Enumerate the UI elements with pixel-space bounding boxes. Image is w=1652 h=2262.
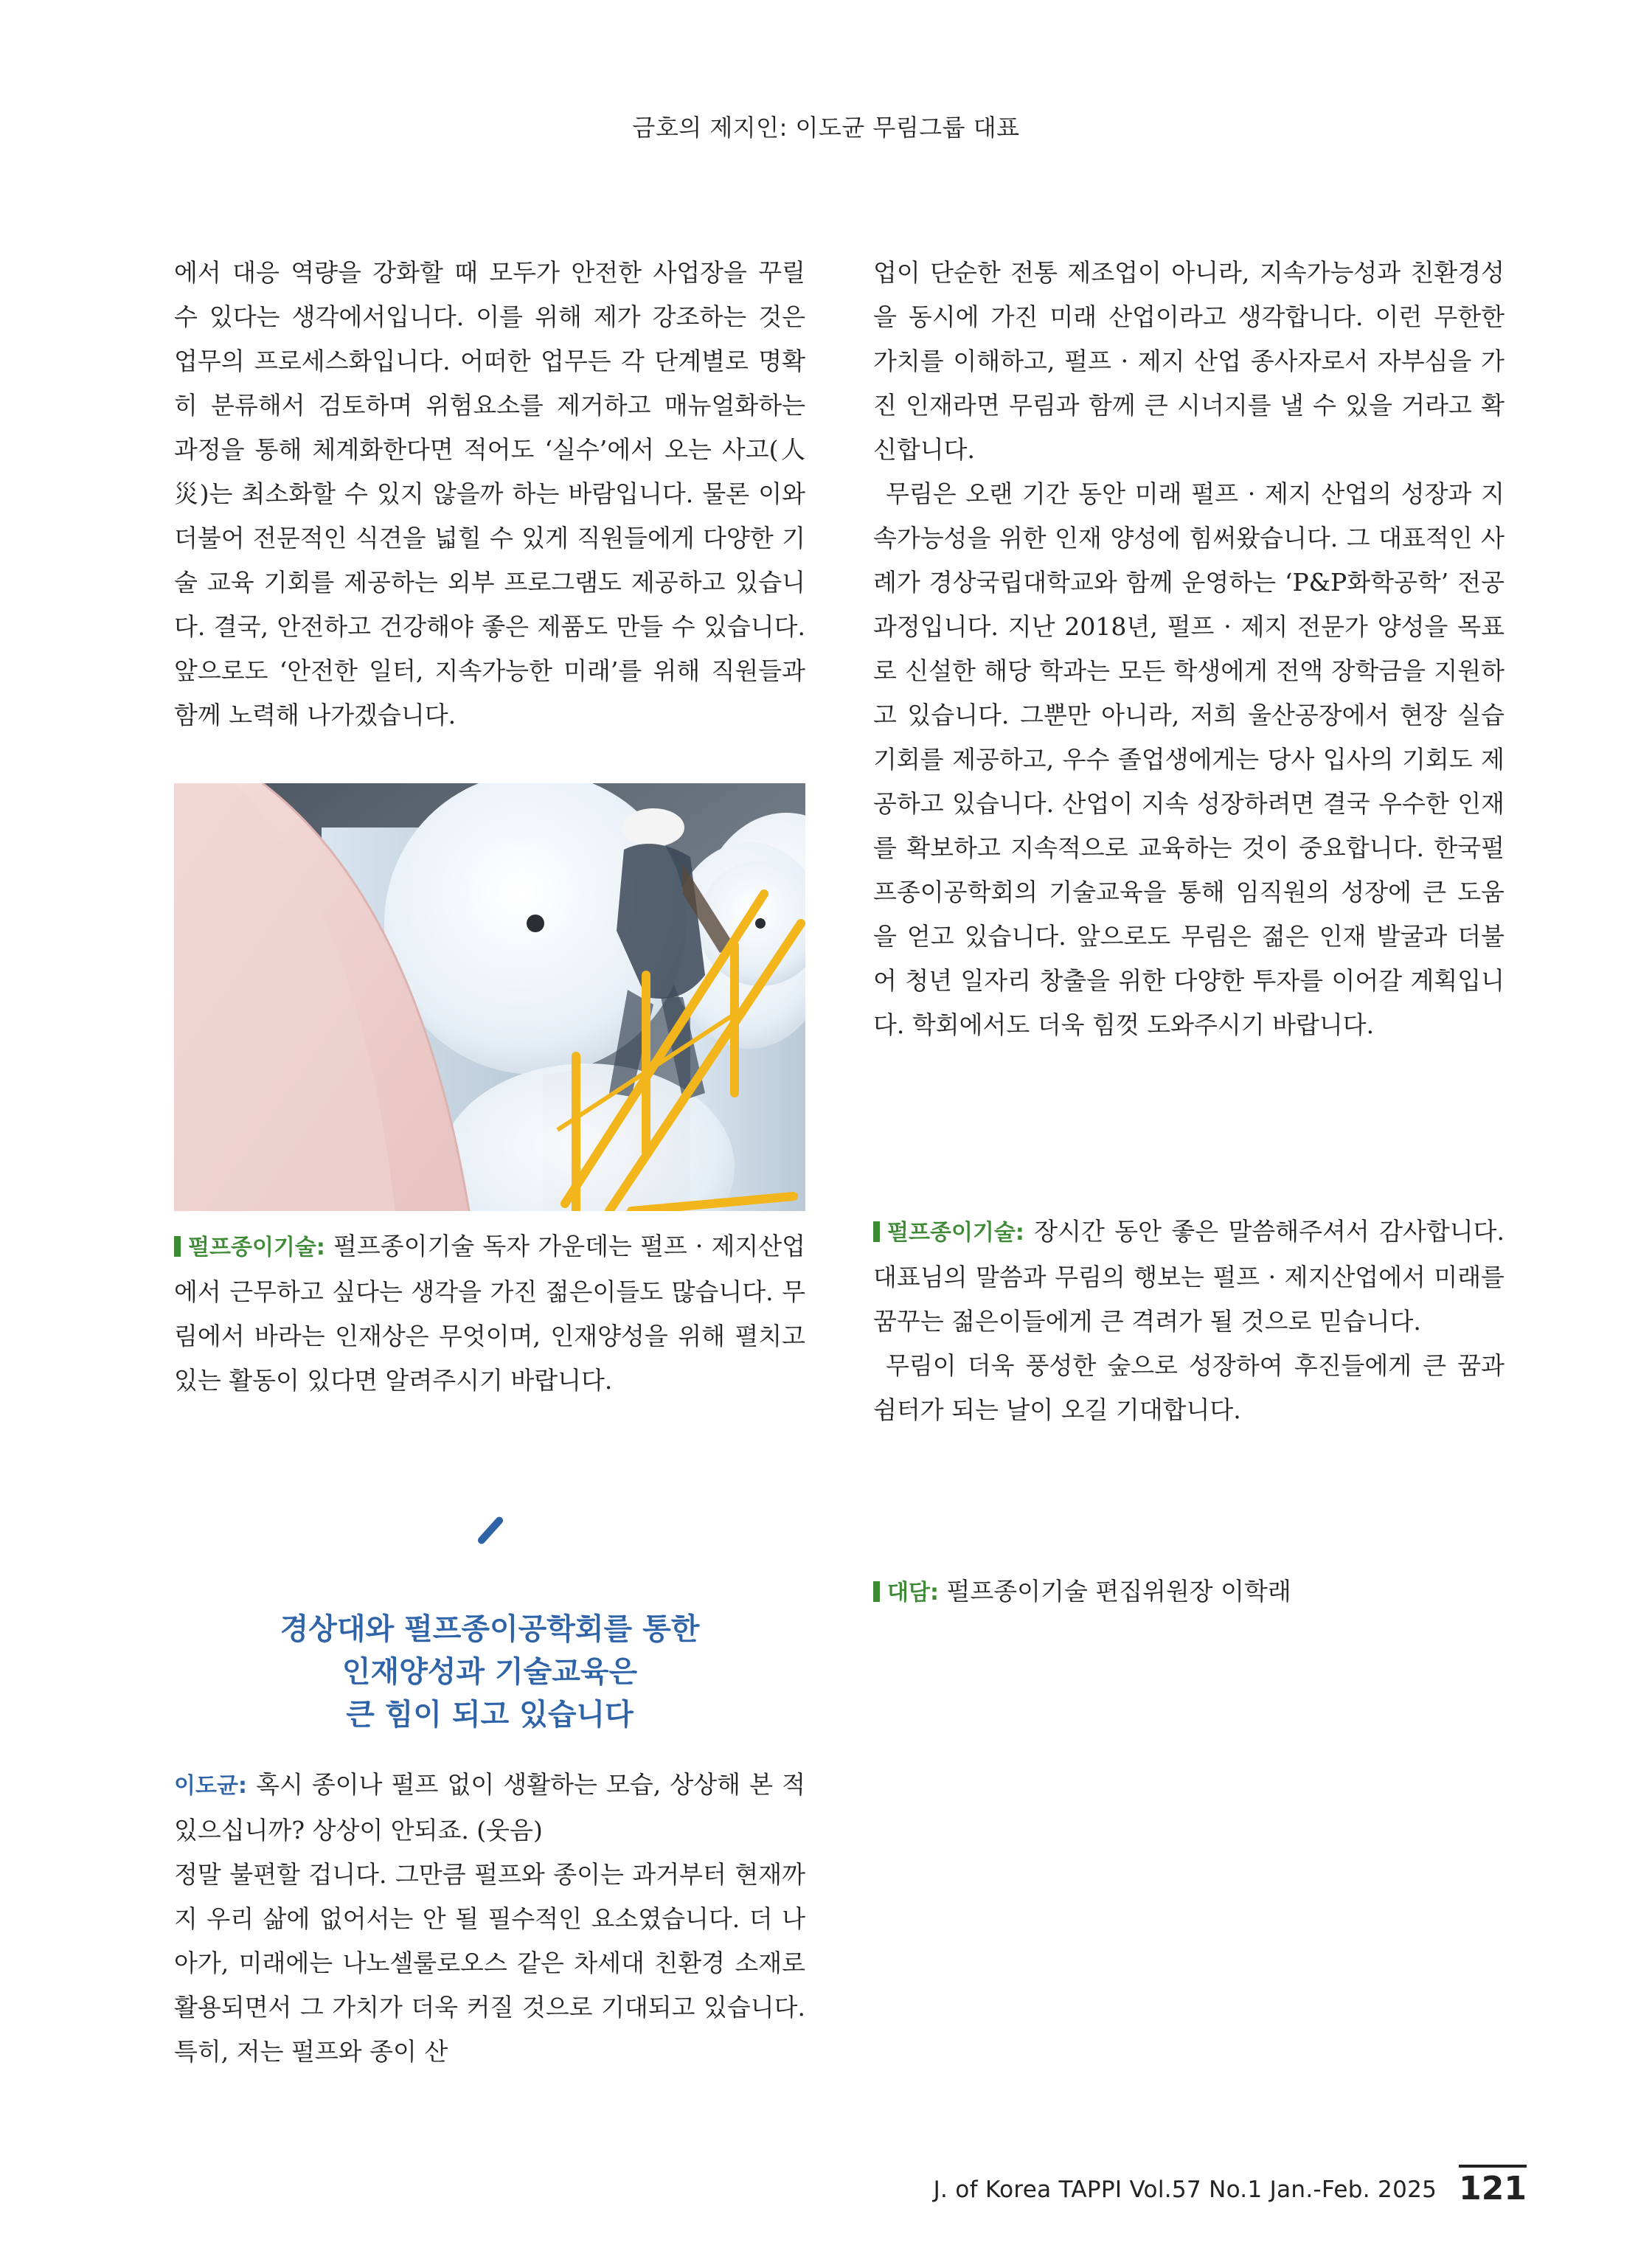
closing-label <box>873 1220 1024 1246</box>
question-speaker: 펄프종이기술: <box>188 1235 325 1260</box>
body-text: 에서 대응 역량을 강화할 때 모두가 안전한 사업장을 꾸릴 수 있다는 생각에서입니다. 이를 위해 제가 강조하는 것은 업무의 프로세스화입니다. 어떠한 업무든 각 단계별로 명확히 분류해서 검토하며 위험요소를 제거하고 매뉴얼화하는 과정을 통해 체계화한다면 적어도 ‘실수’에서 오는 사고(人災)는 최소화할 수 있지 않을까 하는 바람입니다. 물론 이와 더불어 전문적인 식견을 넓힐 수 있게 직원들에게 다양한 기술 교육 기회를 제공하는 외부 프로그램도 제공하고 있습니다. 결국, 안전하고 건강해야 좋은 제품도 만들 수 있습니다. 앞으로도 ‘안전한 일터, 지속가능한 미래’를 위해 직원들과 함께 노력해 나가겠습니다. <box>174 258 805 729</box>
answer-text: 정말 불편할 겁니다. 그만큼 펄프와 종이는 과거부터 현재까지 우리 삶에 없어서는 안 될 필수적인 요소였습니다. 더 나아가, 미래에는 나노셀룰로오스 같은 차세대 친환경 소재로 활용되면서 그 가치가 더욱 커질 것으로 기대되고 있습니다. 특히, 저는 펄프와 종이 산 <box>174 1860 805 2066</box>
interviewer-text: 펄프종이기술 편집위원장 이학래 <box>946 1577 1291 1606</box>
question-text: 펄프종이기술 독자 가운데는 펄프 · 제지산업에서 근무하고 싶다는 생각을 가진 젊은이들도 많습니다. 무림에서 바라는 인재상은 무엇이며, 인재양성을 위해 펼치고 있는 활동이 있다면 알려주시기 바랍니다. <box>174 1232 806 1395</box>
left-top-paragraph <box>174 251 805 738</box>
answer-text: 혹시 종이나 펄프 없이 생활하는 모습, 상상해 본 적 있으십니까? 상상이 안되죠. (웃음) <box>174 1770 806 1845</box>
paper-rolls-photo <box>174 783 805 1211</box>
interviewer-speaker: 대담: <box>887 1580 939 1606</box>
interviewer-label <box>873 1580 939 1606</box>
label-marker-icon <box>873 1581 880 1602</box>
journal-citation: J. of Korea TAPPI Vol.57 No.1 Jan.-Feb. 2025 <box>933 2176 1437 2203</box>
page-header: 금호의 제지인: 이도균 무림그룹 대표 <box>632 114 1020 142</box>
body-text: 업이 단순한 전통 제조업이 아니라, 지속가능성과 친환경성을 동시에 가진 미래 산업이라고 생각합니다. 이런 무한한 가치를 이해하고, 펄프 · 제지 산업 종사자로서 자부심을 가진 인재라면 무림과 함께 큰 시너지를 낼 수 있을 거라고 확신합니다. <box>873 258 1504 464</box>
pull-quote-line: 인재양성과 기술교육은 <box>341 1655 638 1689</box>
pull-quote-line: 큰 힘이 되고 있습니다 <box>346 1698 634 1732</box>
right-closing <box>873 1210 1504 1432</box>
closing-speaker: 펄프종이기술: <box>887 1220 1024 1246</box>
label-marker-icon <box>873 1221 880 1242</box>
decorative-slash-icon <box>476 1516 504 1546</box>
interviewer-credit <box>873 1569 1504 1615</box>
answer-speaker: 이도균: <box>174 1773 247 1799</box>
left-question <box>174 1224 805 1403</box>
page-number: 121 <box>1459 2165 1527 2207</box>
body-text: 무림은 오랜 기간 동안 미래 펄프 · 제지 산업의 성장과 지속가능성을 위한 인재 양성에 힘써왔습니다. 그 대표적인 사례가 경상국립대학교와 함께 운영하는 ‘P&P화학공학’ 전공 과정입니다. 지난 2018년, 펄프 · 제지 전문가 양성을 목표로 신설한 해당 학과는 모든 학생에게 전액 장학금을 지원하고 있습니다. 그뿐만 아니라, 저희 울산공장에서 현장 실습 기회를 제공하고, 우수 졸업생에게는 당사 입사의 기회도 제공하고 있습니다. 산업이 지속 성장하려면 결국 우수한 인재를 확보하고 지속적으로 교육하는 것이 중요합니다. 한국펄프종이공학회의 기술교육을 통해 임직원의 성장에 큰 도움을 얻고 있습니다. 앞으로도 무림은 젊은 인재 발굴과 더불어 청년 일자리 창출을 위한 다양한 투자를 이어갈 계획입니다. 학회에서도 더욱 힘껏 도와주시기 바랍니다. <box>873 479 1504 1039</box>
question-label <box>174 1235 325 1260</box>
paper-rolls-illustration <box>174 783 805 1211</box>
closing-text: 무림이 더욱 풍성한 숲으로 성장하여 후진들에게 큰 꿈과 쉼터가 되는 날이 오길 기대합니다. <box>873 1351 1504 1424</box>
page-footer <box>934 2165 1527 2207</box>
left-answer <box>174 1763 805 2074</box>
pull-quote-line: 경상대와 펄프종이공학회를 통한 <box>280 1612 700 1646</box>
closing-text: 장시간 동안 좋은 말씀해주셔서 감사합니다. 대표님의 말씀과 무림의 행보는 펄프 · 제지산업에서 미래를 꿈꾸는 젊은이들에게 큰 격려가 될 것으로 믿습니다. <box>873 1217 1504 1336</box>
right-answer <box>873 251 1504 1047</box>
label-marker-icon <box>174 1236 181 1257</box>
pull-quote <box>174 1608 805 1736</box>
